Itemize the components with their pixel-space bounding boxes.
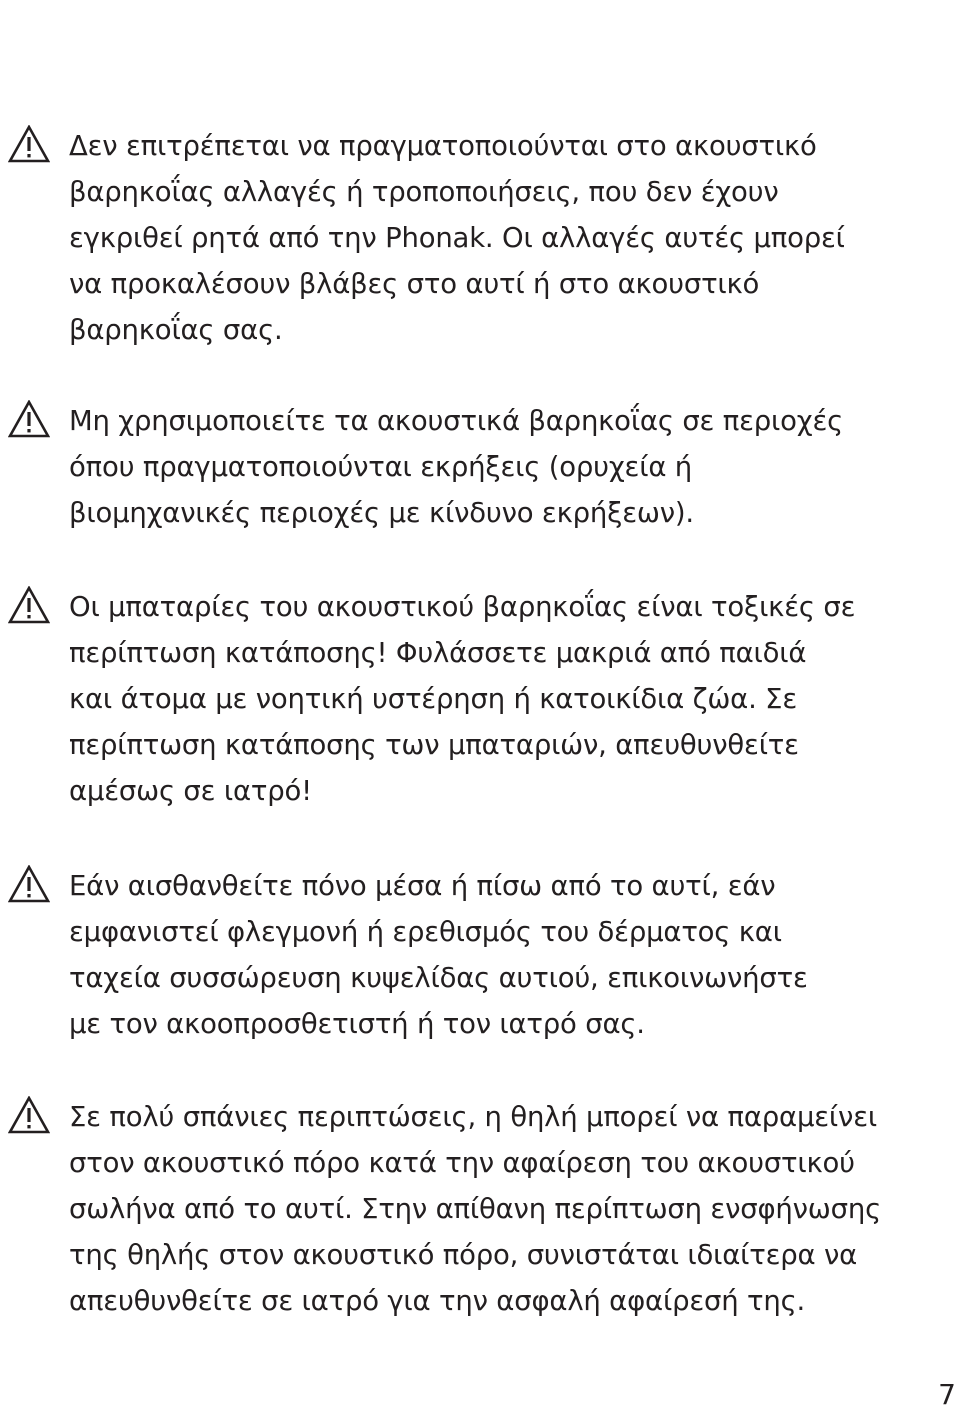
warning-text-line: Οι μπαταρίες του ακουστικού βαρηκοΐας είναι τοξικές σε <box>69 591 856 623</box>
warning-text-line: βαρηκοΐας σας. <box>69 314 283 346</box>
warning-text-line: Σε πολύ σπάνιες περιπτώσεις, η θηλή μπορεί να παραμείνει <box>69 1101 877 1133</box>
warning-triangle-icon <box>8 1096 50 1134</box>
warning-text-line: περίπτωση κατάποσης των μπαταριών, απευθυνθείτε <box>69 729 799 761</box>
warning-text <box>69 863 949 1047</box>
warning-triangle-icon <box>8 865 50 903</box>
warning-text-line: εγκριθεί ρητά από την Phonak. Οι αλλαγές αυτές μπορεί <box>69 222 845 254</box>
warning-text-line: και άτομα με νοητική υστέρηση ή κατοικίδια ζώα. Σε <box>69 683 798 715</box>
warning-text <box>69 1094 949 1324</box>
warning-text-line: της θηλής στον ακουστικό πόρο, συνιστάται ιδιαίτερα να <box>69 1239 858 1271</box>
warning-text-line: Μη χρησιμοποιείτε τα ακουστικά βαρηκοΐας σε περιοχές <box>69 405 844 437</box>
warning-text <box>69 398 949 536</box>
warning-text-line: βιομηχανικές περιοχές με κίνδυνο εκρήξεων). <box>69 497 694 529</box>
warning-text-line: αμέσως σε ιατρό! <box>69 775 312 807</box>
page-number: 7 <box>938 1378 956 1411</box>
warning-triangle-icon <box>8 125 50 163</box>
warning-text-line: απευθυνθείτε σε ιατρό για την ασφαλή αφαίρεσή της. <box>69 1285 806 1317</box>
warning-text <box>69 584 949 814</box>
warning-text-line: Δεν επιτρέπεται να πραγματοποιούνται στο ακουστικό <box>69 130 817 162</box>
warning-text-line: Εάν αισθανθείτε πόνο μέσα ή πίσω από το αυτί, εάν <box>69 870 776 902</box>
warning-text <box>69 123 949 353</box>
warning-text-line: περίπτωση κατάποσης! Φυλάσσετε μακριά από παιδιά <box>69 637 807 669</box>
warning-text-line: σωλήνα από το αυτί. Στην απίθανη περίπτωση ενσφήνωσης <box>69 1193 882 1225</box>
warning-text-line: στον ακουστικό πόρο κατά την αφαίρεση του ακουστικού <box>69 1147 855 1179</box>
warning-text-line: όπου πραγματοποιούνται εκρήξεις (ορυχεία ή <box>69 451 693 483</box>
warning-text-line: με τον ακοοπροσθετιστή ή τον ιατρό σας. <box>69 1008 645 1040</box>
warning-text-line: εμφανιστεί φλεγμονή ή ερεθισμός του δέρματος και <box>69 916 782 948</box>
warning-text-line: να προκαλέσουν βλάβες στο αυτί ή στο ακουστικό <box>69 268 760 300</box>
warning-triangle-icon <box>8 400 50 438</box>
warning-text-line: ταχεία συσσώρευση κυψελίδας αυτιού, επικοινωνήστε <box>69 962 808 994</box>
warning-text-line: βαρηκοΐας αλλαγές ή τροποποιήσεις, που δεν έχουν <box>69 176 779 208</box>
warning-triangle-icon <box>8 586 50 624</box>
